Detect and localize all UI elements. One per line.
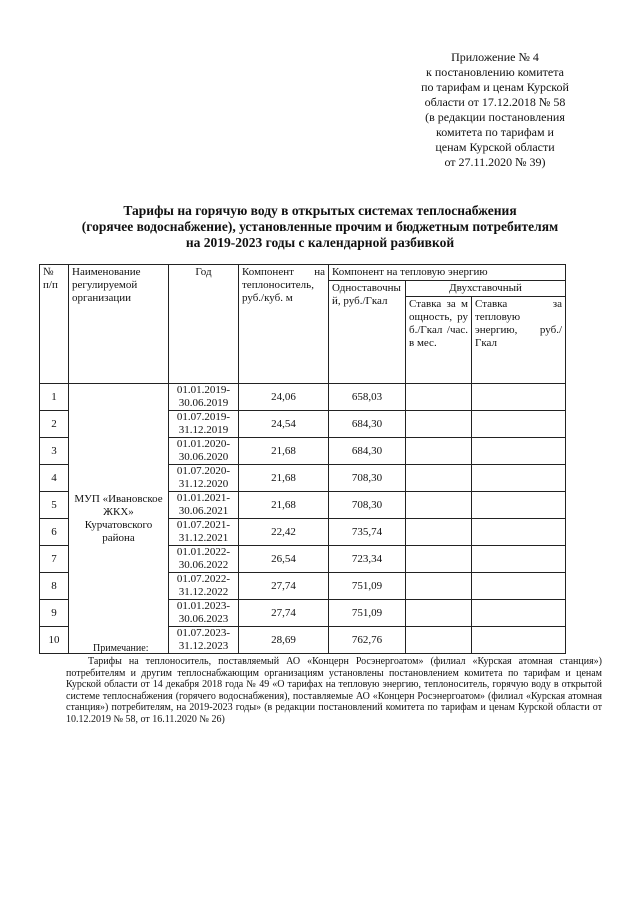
tariff-table bbox=[39, 264, 566, 654]
header-year: Год bbox=[169, 265, 239, 384]
row-thermal-rate bbox=[472, 573, 566, 600]
organization-name: МУП «Ивановское ЖКХ» Курчатовского района bbox=[69, 384, 169, 654]
row-carrier-value: 24,06 bbox=[239, 384, 329, 411]
appendix-line: комитета по тарифам и bbox=[436, 125, 554, 139]
row-single-rate: 708,30 bbox=[329, 465, 406, 492]
table-row bbox=[40, 384, 566, 411]
row-period: 01.07.2023-31.12.2023 bbox=[169, 627, 239, 654]
row-capacity-rate bbox=[406, 465, 472, 492]
row-capacity-rate bbox=[406, 519, 472, 546]
table-body bbox=[40, 384, 566, 654]
row-number: 7 bbox=[40, 546, 69, 573]
header-capacity: Ставка за мощность, руб./Гкал /час. в мес. bbox=[406, 297, 472, 384]
row-carrier-value: 28,69 bbox=[239, 627, 329, 654]
row-capacity-rate bbox=[406, 627, 472, 654]
appendix-line: области от 17.12.2018 № 58 bbox=[424, 95, 566, 109]
row-period: 01.01.2019-30.06.2019 bbox=[169, 384, 239, 411]
title-line: на 2019-2023 годы с календарной разбивкой bbox=[185, 235, 455, 250]
row-thermal-rate bbox=[472, 492, 566, 519]
row-single-rate: 762,76 bbox=[329, 627, 406, 654]
header-org: Наименование регулируемой организации bbox=[69, 265, 169, 384]
row-single-rate: 735,74 bbox=[329, 519, 406, 546]
row-period: 01.01.2020-30.06.2020 bbox=[169, 438, 239, 465]
row-number: 9 bbox=[40, 600, 69, 627]
header-num: № п/п bbox=[40, 265, 69, 384]
row-number: 5 bbox=[40, 492, 69, 519]
row-carrier-value: 22,42 bbox=[239, 519, 329, 546]
row-single-rate: 684,30 bbox=[329, 438, 406, 465]
appendix-line: по тарифам и ценам Курской bbox=[421, 80, 569, 94]
row-capacity-rate bbox=[406, 384, 472, 411]
header-single: Одноставочный, руб./Гкал bbox=[329, 281, 406, 384]
row-single-rate: 751,09 bbox=[329, 600, 406, 627]
row-capacity-rate bbox=[406, 411, 472, 438]
row-thermal-rate bbox=[472, 438, 566, 465]
row-period: 01.07.2019-31.12.2019 bbox=[169, 411, 239, 438]
row-carrier-value: 24,54 bbox=[239, 411, 329, 438]
note-text: Тарифы на теплоноситель, поставляемый АО «Концерн Росэнергоатом» (филиал «Курская атомная станция») потребителям и другим теплоснабжающим организациям установлены постановлением комитета по тарифам и ценам Курской области от 14 декабря 2018 года № 49 «О тарифах на тепловую энергию, теплоноситель, горячую воду в открытой системе теплоснабжения (горячего водоснабжения), поставляемые АО «Концерн Росэнергоатом» (филиал «Курская атомная станция») потребителям, на 2019-2023 годы» (в редакции постановлений комитета по тарифам и ценам Курской области от 10.12.2019 № 58, от 16.11.2020 № 26) bbox=[66, 656, 602, 725]
row-single-rate: 658,03 bbox=[329, 384, 406, 411]
row-capacity-rate bbox=[406, 546, 472, 573]
row-carrier-value: 26,54 bbox=[239, 546, 329, 573]
row-period: 01.07.2020-31.12.2020 bbox=[169, 465, 239, 492]
row-period: 01.01.2023-30.06.2023 bbox=[169, 600, 239, 627]
row-number: 2 bbox=[40, 411, 69, 438]
row-period: 01.01.2021-30.06.2021 bbox=[169, 492, 239, 519]
row-carrier-value: 27,74 bbox=[239, 600, 329, 627]
row-period: 01.07.2021-31.12.2021 bbox=[169, 519, 239, 546]
row-single-rate: 723,34 bbox=[329, 546, 406, 573]
appendix-line: Приложение № 4 bbox=[451, 50, 539, 64]
row-thermal-rate bbox=[472, 546, 566, 573]
row-thermal-rate bbox=[472, 519, 566, 546]
row-carrier-value: 21,68 bbox=[239, 438, 329, 465]
row-period: 01.07.2022-31.12.2022 bbox=[169, 573, 239, 600]
title-line: (горячее водоснабжение), установленные прочим и бюджетным потребителям bbox=[81, 219, 559, 234]
row-capacity-rate bbox=[406, 438, 472, 465]
row-capacity-rate bbox=[406, 573, 472, 600]
header-energy: Компонент на тепловую энергию bbox=[329, 265, 566, 281]
note-label: Примечание: bbox=[93, 643, 149, 654]
row-number: 4 bbox=[40, 465, 69, 492]
appendix-block bbox=[405, 50, 585, 170]
header-carrier: Компонент на теплоноситель, руб./куб. м bbox=[239, 265, 329, 384]
header-thermal: Ставка за тепловую энергию, руб./Гкал bbox=[472, 297, 566, 384]
row-thermal-rate bbox=[472, 627, 566, 654]
row-capacity-rate bbox=[406, 492, 472, 519]
row-number: 6 bbox=[40, 519, 69, 546]
appendix-line: к постановлению комитета bbox=[426, 65, 564, 79]
row-thermal-rate bbox=[472, 465, 566, 492]
row-capacity-rate bbox=[406, 600, 472, 627]
row-single-rate: 684,30 bbox=[329, 411, 406, 438]
title-line: Тарифы на горячую воду в открытых системах теплоснабжения bbox=[123, 203, 517, 218]
row-number: 10 bbox=[40, 627, 69, 654]
appendix-line: ценам Курской области bbox=[435, 140, 555, 154]
row-single-rate: 708,30 bbox=[329, 492, 406, 519]
appendix-line: (в редакции постановления bbox=[425, 110, 565, 124]
row-period: 01.01.2022-30.06.2022 bbox=[169, 546, 239, 573]
appendix-line: от 27.11.2020 № 39) bbox=[444, 155, 546, 169]
row-thermal-rate bbox=[472, 600, 566, 627]
row-number: 8 bbox=[40, 573, 69, 600]
row-carrier-value: 27,74 bbox=[239, 573, 329, 600]
row-number: 1 bbox=[40, 384, 69, 411]
header-double: Двухставочный bbox=[406, 281, 566, 297]
row-single-rate: 751,09 bbox=[329, 573, 406, 600]
row-carrier-value: 21,68 bbox=[239, 492, 329, 519]
row-carrier-value: 21,68 bbox=[239, 465, 329, 492]
document-title bbox=[60, 203, 580, 251]
row-thermal-rate bbox=[472, 411, 566, 438]
row-thermal-rate bbox=[472, 384, 566, 411]
row-number: 3 bbox=[40, 438, 69, 465]
